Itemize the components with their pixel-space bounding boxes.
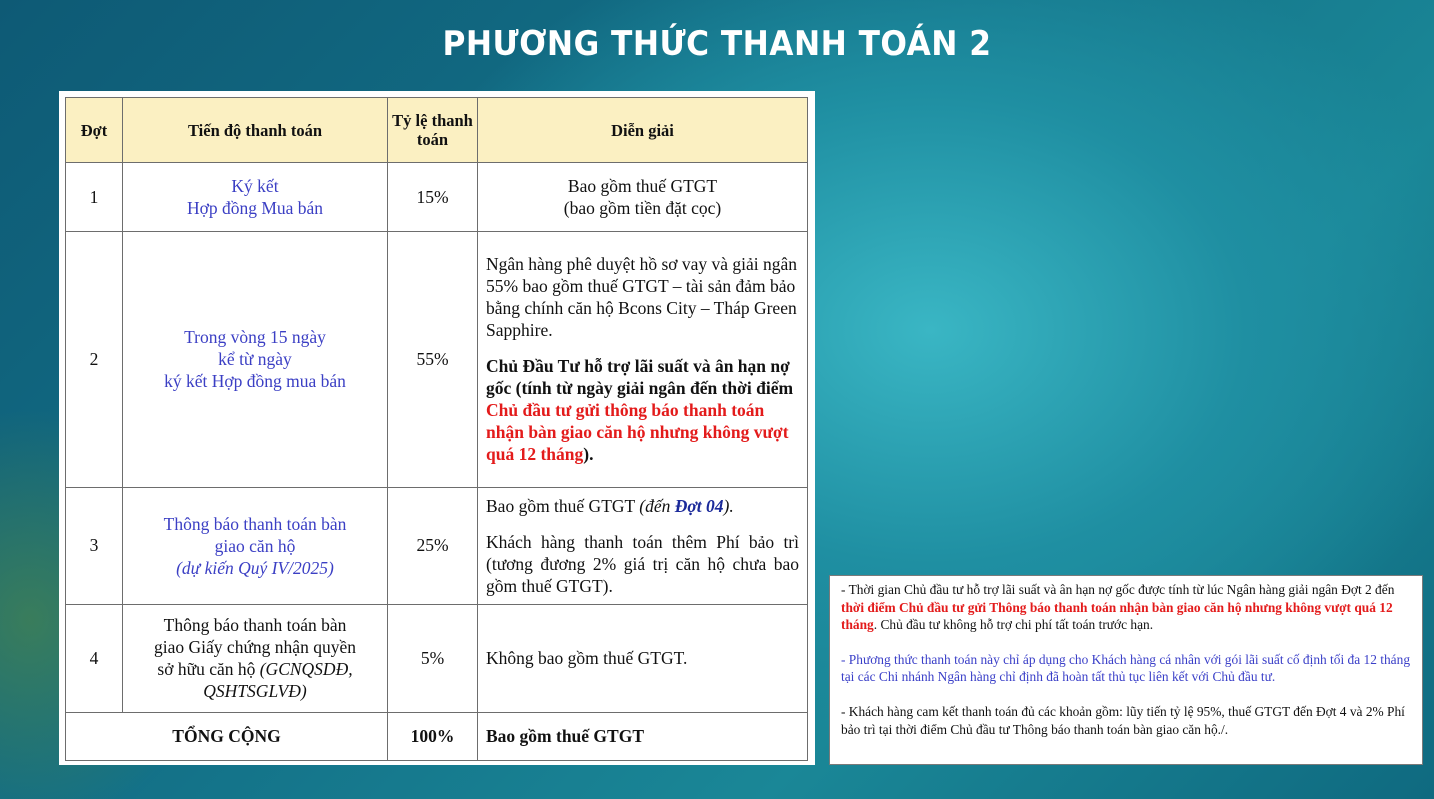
total-row: [66, 712, 808, 760]
rate-cell: 5%: [388, 604, 478, 712]
note-highlight-text: thời điểm Chủ đầu tư gửi Thông báo thanh toán nhận bàn giao căn hộ nhưng không vượt quá 12 tháng: [841, 599, 1393, 633]
header-description: Diễn giải: [478, 98, 808, 163]
description-line: (bao gồm tiền đặt cọc): [563, 198, 722, 219]
description-cell: [478, 487, 808, 604]
description-paragraph: Ngân hàng phê duyệt hồ sơ vay và giải ngân 55% bao gồm thuế GTGT – tài sản đảm bảo bằng chính căn hộ Bcons City – Tháp Green Sapphire.: [486, 254, 798, 341]
description-paragraph: [486, 355, 799, 465]
description-cell: [478, 232, 808, 487]
description-paragraph: [486, 495, 799, 517]
schedule-line: giao Giấy chứng nhận quyền: [154, 637, 356, 658]
schedule-cell: [123, 232, 388, 487]
installment-number: 3: [66, 487, 123, 604]
note-text: . Chủ đầu tư không hỗ trợ chi phí tất toán trước hạn.: [873, 617, 1154, 633]
installment-number: 1: [66, 163, 123, 232]
schedule-line: ký kết Hợp đồng mua bán: [164, 371, 346, 392]
table-row: [66, 604, 808, 712]
page-title: PHƯƠNG THỨC THANH TOÁN 2: [442, 24, 992, 64]
description-paragraph: Khách hàng thanh toán thêm Phí bảo trì (tương đương 2% giá trị căn hộ chưa bao gồm thuế GTGT).: [486, 531, 799, 596]
total-label: TỔNG CỘNG: [66, 712, 388, 760]
schedule-italic-line: QSHTSGLVĐ): [203, 681, 307, 702]
payment-schedule-table-card: [59, 91, 815, 765]
total-description: Bao gồm thuế GTGT: [478, 712, 808, 760]
description-highlight-text: Chủ đầu tư gửi thông báo thanh toán nhận bàn giao căn hộ nhưng không vượt quá 12 tháng: [486, 400, 789, 465]
header-installment: Đợt: [66, 98, 123, 163]
header-schedule: Tiến độ thanh toán: [123, 98, 388, 163]
rate-cell: 25%: [388, 487, 478, 604]
schedule-line: kể từ ngày: [218, 349, 292, 370]
schedule-italic-line: (dự kiến Quý IV/2025): [176, 557, 334, 578]
notes-box: [829, 575, 1423, 765]
description-text: Bao gồm thuế GTGT: [486, 495, 635, 516]
installment-number: 4: [66, 604, 123, 712]
table-row: [66, 487, 808, 604]
rate-cell: 55%: [388, 232, 478, 487]
description-bold-text: Chủ Đầu Tư hỗ trợ lãi suất và ân hạn nợ gốc (tính từ ngày giải ngân đến thời điểm: [486, 356, 794, 399]
description-bold-end: ).: [583, 444, 594, 465]
table-row: [66, 163, 808, 232]
installment-reference: Đợt 04: [674, 495, 724, 516]
schedule-line: Hợp đồng Mua bán: [186, 198, 324, 219]
rate-cell: 15%: [388, 163, 478, 232]
schedule-cell: [123, 604, 388, 712]
note-item: - Phương thức thanh toán này chỉ áp dụng cho Khách hàng cá nhân với gói lãi suất cố định tối đa 12 tháng tại các Chi nhánh Ngân hàng chỉ định đã hoàn tất thủ tục liên kết với Chủ đầu tư.: [841, 651, 1411, 685]
schedule-text: sở hữu căn hộ: [157, 659, 256, 680]
table-row: [66, 232, 808, 487]
schedule-line: Trong vòng 15 ngày: [184, 327, 326, 348]
description-cell: [478, 163, 808, 232]
installment-number: 2: [66, 232, 123, 487]
table-header-row: [66, 98, 808, 163]
payment-schedule-table: [65, 97, 808, 761]
description-italic-text: (đến: [639, 495, 671, 516]
schedule-cell: [123, 163, 388, 232]
description-cell: Không bao gồm thuế GTGT.: [478, 604, 808, 712]
schedule-line: Thông báo thanh toán bàn: [163, 615, 347, 636]
note-text: - Thời gian Chủ đầu tư hỗ trợ lãi suất và ân hạn nợ gốc được tính từ lúc Ngân hàng giải ngân Đợt 2 đến: [841, 582, 1395, 597]
description-italic-end: ).: [723, 495, 734, 516]
schedule-cell: [123, 487, 388, 604]
description-line: Bao gồm thuế GTGT: [567, 176, 718, 197]
schedule-line: Ký kết: [231, 176, 279, 197]
schedule-line: giao căn hộ: [214, 535, 296, 556]
schedule-line: [131, 658, 379, 680]
header-rate: Tỷ lệ thanh toán: [388, 98, 478, 163]
schedule-line: Thông báo thanh toán bàn: [163, 513, 347, 534]
schedule-italic-text: (GCNQSDĐ,: [259, 659, 353, 680]
note-item: - Khách hàng cam kết thanh toán đủ các khoản gồm: lũy tiến tỷ lệ 95%, thuế GTGT đến Đợt 4 và 2% Phí bảo trì tại thời điểm Chủ đầu tư Thông báo thanh toán bàn giao căn hộ./.: [841, 703, 1405, 737]
note-item: [841, 581, 1412, 634]
total-rate: 100%: [388, 712, 478, 760]
